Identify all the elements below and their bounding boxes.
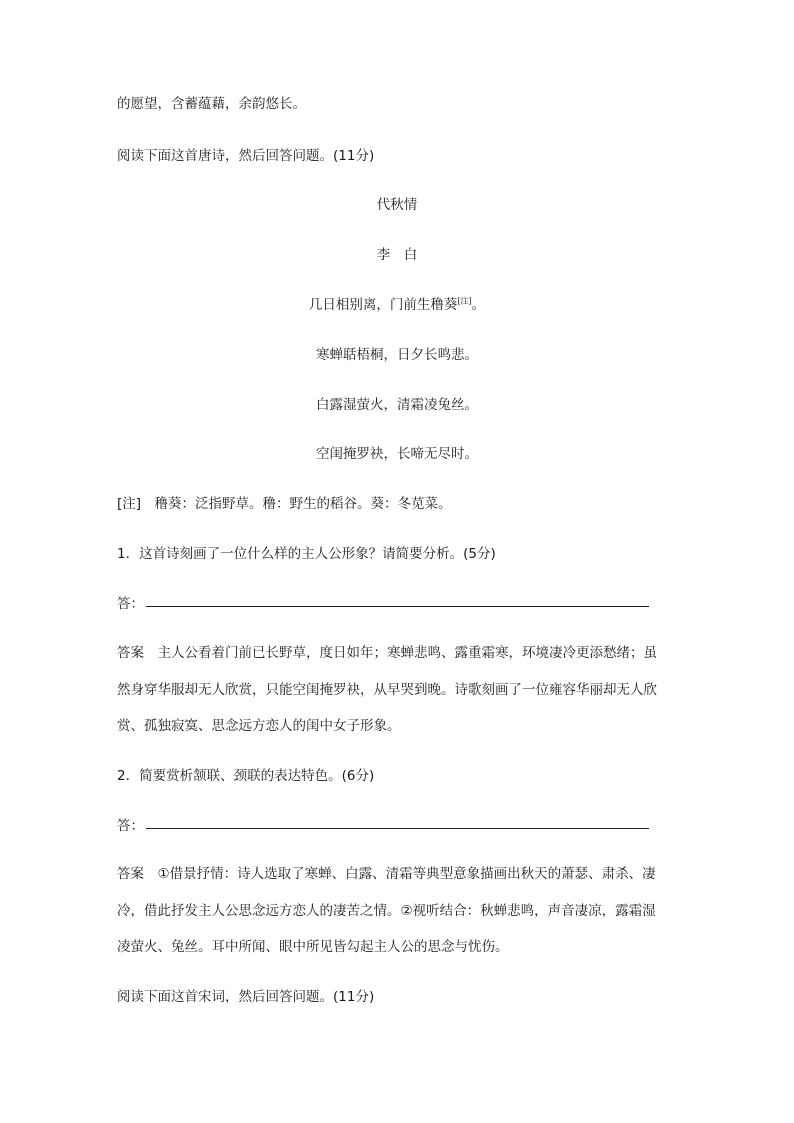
poem-line-2: 寒蝉聒梧桐，日夕长鸣悲。 [316,347,478,363]
poem-title: 代秋情 [376,197,418,213]
answer-2-line-3: 凌萤火、兔丝。耳中所闻、眼中所见皆勾起主人公的思念与忧伤。 [117,939,509,955]
question-1: 1．这首诗刻画了一位什么样的主人公形象？请简要分析。(5分) [117,546,496,562]
answer-1-line-2: 然身穿华服却无人欣赏，只能空闺掩罗袂，从早哭到晚。诗歌刻画了一位雍容华丽却无人欣 [117,682,657,698]
answer-1-line-3: 赏、孤独寂寞、思念远方恋人的闺中女子形象。 [117,718,401,734]
poem-author: 李 白 [376,247,418,263]
note-marker: [注] [457,296,472,306]
answer-1-line-1: 答案 主人公看着门前已长野草，度日如年；寒蝉悲鸣、露重霜寒，环境凄冷更添愁绪；虽 [117,645,657,661]
poem-line-1 [0,295,794,315]
poem-line-1-end: 。 [471,297,486,313]
instruction-line: 阅读下面这首宋词，然后回答问题。(11分) [117,989,375,1005]
answer-blank-2 [146,828,649,829]
answer-label-2: 答： [117,818,144,834]
instruction-line: 阅读下面这首唐诗，然后回答问题。(11分) [117,148,375,164]
poem-line-3: 白露湿萤火，清霜凌兔丝。 [316,397,478,413]
text-line: 的愿望，含蓄蕴藉，余韵悠长。 [117,96,306,112]
answer-label-1: 答： [117,596,144,612]
answer-2-line-1: 答案 ①借景抒情：诗人选取了寒蝉、白露、清霜等典型意象描画出秋天的萧瑟、肃杀、凄 [117,866,656,882]
poem-line-4: 空闺掩罗袂，长啼无尽时。 [316,446,478,462]
question-2: 2．简要赏析颔联、颈联的表达特色。(6分) [117,768,375,784]
poem-line-1-text: 几日相别离，门前生穞葵 [308,297,458,313]
footnote: [注] 穞葵：泛指野草。穞：野生的稻谷。葵：冬苋菜。 [117,496,452,512]
answer-blank-1 [146,606,649,607]
answer-2-line-2: 冷，借此抒发主人公思念远方恋人的凄苦之情。②视听结合：秋蝉悲鸣，声音凄凉，露霜湿 [117,903,656,919]
